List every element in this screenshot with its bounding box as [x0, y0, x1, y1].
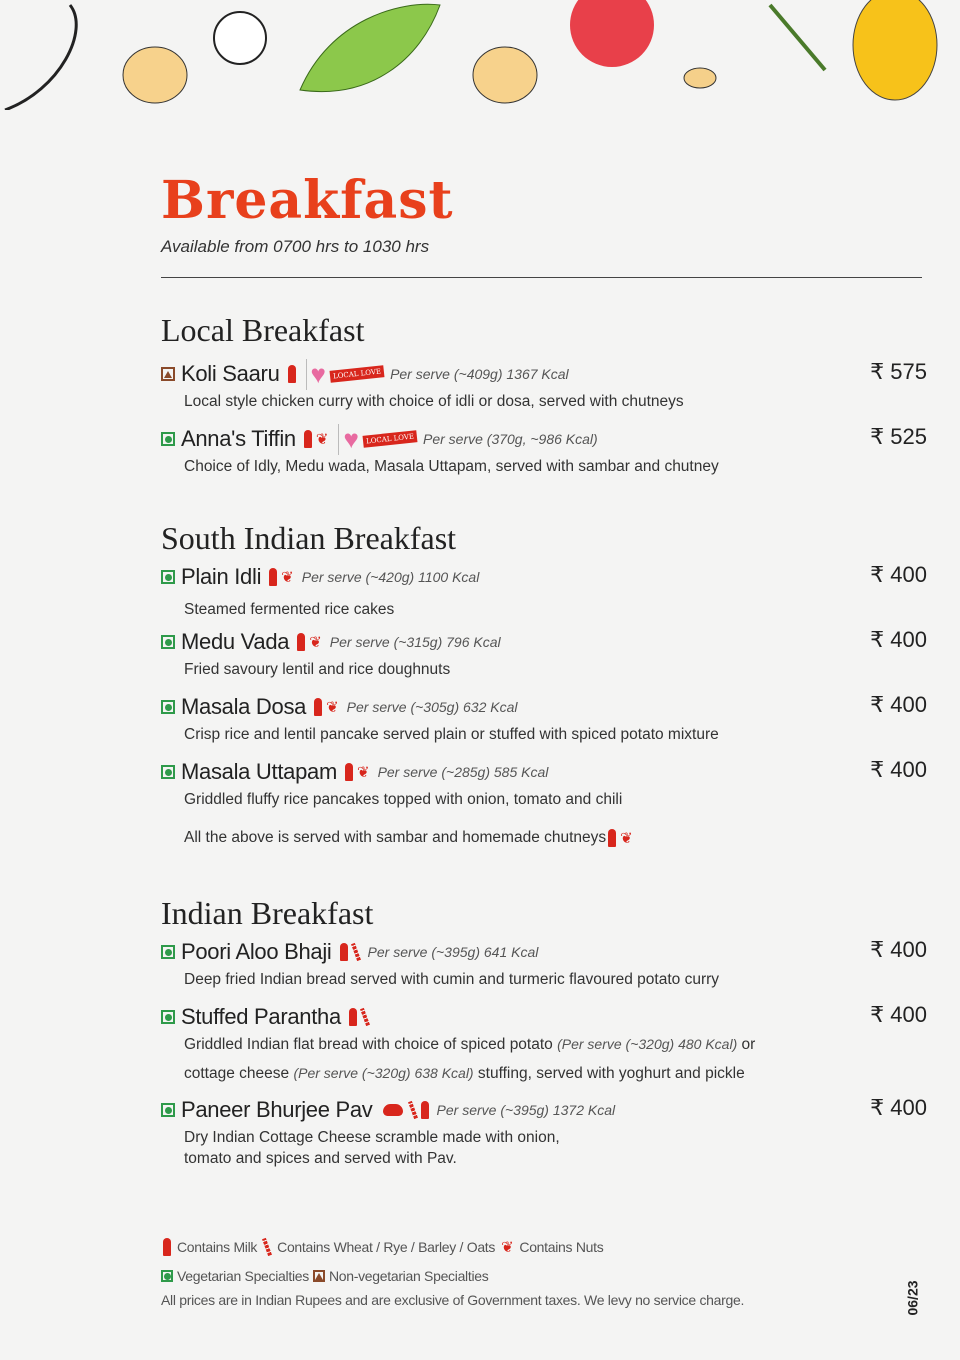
- price-disclaimer: All prices are in Indian Rupees and are exclusive of Government taxes. We levy no service charge.: [161, 1292, 745, 1308]
- item-name: Anna's Tiffin: [181, 426, 296, 451]
- veg-icon: [161, 1103, 175, 1117]
- description-text: Local style chicken curry with choice of idli or dosa, served with chutneys: [184, 393, 684, 410]
- item-price: ₹ 400: [870, 1002, 927, 1027]
- legend-nonveg: Non-vegetarian Specialties: [328, 1268, 489, 1284]
- description-text: or: [737, 1036, 756, 1053]
- section-heading: Local Breakfast: [161, 312, 365, 348]
- menu-item: [161, 627, 927, 680]
- item-description: [184, 1127, 927, 1148]
- item-name-line: [161, 627, 927, 657]
- milk-icon: [297, 633, 305, 651]
- milk-icon: [269, 568, 277, 586]
- availability-hours: Available from 0700 hrs to 1030 hrs: [161, 237, 430, 256]
- description-text: (Per serve (~320g) 480 Kcal): [557, 1036, 738, 1052]
- description-text: Steamed fermented rice cakes: [184, 601, 395, 618]
- nuts-icon: ❦: [326, 699, 339, 716]
- item-description: [184, 789, 927, 810]
- veg-icon: [161, 635, 175, 649]
- milk-icon: [340, 943, 348, 961]
- veg-icon: [161, 700, 175, 714]
- milk-icon: [345, 763, 353, 781]
- description-text: stuffing, served with yoghurt and pickle: [473, 1065, 745, 1082]
- item-price: ₹ 575: [870, 359, 927, 384]
- menu-item: [161, 692, 927, 745]
- milk-icon: [608, 829, 616, 847]
- item-name: Poori Aloo Bhaji: [181, 939, 332, 964]
- item-description: [184, 1148, 927, 1169]
- description-text: cottage cheese: [184, 1065, 294, 1082]
- allergen-legend: [161, 1238, 603, 1256]
- item-name: Medu Vada: [181, 629, 290, 654]
- item-name: Paneer Bhurjee Pav: [181, 1097, 373, 1122]
- serving-info: Per serve (~305g) 632 Kcal: [346, 699, 518, 715]
- milk-icon: [163, 1238, 171, 1256]
- milk-icon: [421, 1101, 429, 1119]
- item-name-line: [161, 562, 927, 592]
- item-price: ₹ 525: [870, 424, 927, 449]
- description-text: Choice of Idly, Medu wada, Masala Uttapam, served with sambar and chutney: [184, 458, 719, 475]
- menu-item: [161, 757, 927, 810]
- item-name: Stuffed Parantha: [181, 1004, 341, 1029]
- local-love-badge: LOCAL LOVE: [362, 430, 417, 448]
- wheat-icon: [262, 1238, 272, 1256]
- description-text: Deep fried Indian bread served with cumin and turmeric flavoured potato curry: [184, 971, 720, 988]
- item-description: [184, 969, 927, 990]
- divider: [161, 277, 922, 278]
- vegetable-illustrations: [0, 0, 960, 110]
- menu-item: [161, 937, 927, 990]
- item-name: Masala Dosa: [181, 694, 307, 719]
- serving-info: Per serve (~285g) 585 Kcal: [377, 764, 549, 780]
- legend-veg: Vegetarian Specialties: [177, 1268, 309, 1284]
- diet-legend: [161, 1268, 488, 1284]
- milk-icon: [314, 698, 322, 716]
- description-text: Dry Indian Cottage Cheese scramble made with onion,: [184, 1129, 560, 1146]
- wheat-icon: [351, 943, 361, 961]
- item-description: [184, 1063, 927, 1084]
- wheat-icon: [360, 1008, 370, 1026]
- page-title: Breakfast: [161, 170, 454, 231]
- menu-item: [161, 562, 927, 620]
- menu-item: [161, 359, 927, 412]
- serving-info: Per serve (~409g) 1367 Kcal: [390, 366, 569, 382]
- item-name-line: [161, 424, 927, 454]
- date-code: 06/23: [904, 1280, 921, 1316]
- section-heading: Indian Breakfast: [161, 895, 374, 931]
- description-text: Griddled fluffy rice pancakes topped with onion, tomato and chili: [184, 791, 623, 808]
- nonveg-icon: [313, 1270, 325, 1282]
- wheat-icon: [408, 1101, 418, 1119]
- nuts-icon: ❦: [315, 431, 329, 448]
- item-name-line: [161, 692, 927, 722]
- serving-info: Per serve (~395g) 1372 Kcal: [436, 1102, 616, 1118]
- veg-icon: [161, 432, 175, 446]
- legend-milk: Contains Milk: [177, 1239, 258, 1255]
- local-heart-icon: ♥: [306, 359, 326, 390]
- item-price: ₹ 400: [870, 757, 927, 782]
- nonveg-icon: [161, 367, 175, 381]
- item-description: [184, 456, 927, 477]
- veg-icon: [161, 945, 175, 959]
- item-description: [184, 724, 927, 745]
- item-name-line: [161, 359, 927, 389]
- nuts-icon: ❦: [356, 764, 370, 781]
- veg-icon: [161, 765, 175, 779]
- description-text: tomato and spices and served with Pav.: [184, 1150, 457, 1167]
- item-name: Masala Uttapam: [181, 759, 337, 784]
- bean-icon: [383, 1104, 403, 1116]
- nuts-icon: ❦: [620, 830, 633, 847]
- item-name-line: [161, 1002, 927, 1032]
- legend-nuts: Contains Nuts: [519, 1239, 604, 1255]
- veg-icon: [161, 1270, 173, 1282]
- serving-info: Per serve (~420g) 1100 Kcal: [301, 569, 480, 585]
- menu-item: [161, 1002, 927, 1084]
- menu-item: [161, 424, 927, 477]
- serving-info: Per serve (~395g) 641 Kcal: [367, 944, 539, 960]
- nuts-icon: ❦: [281, 569, 294, 586]
- item-description: [184, 599, 927, 620]
- item-name-line: [161, 937, 927, 967]
- section-heading: South Indian Breakfast: [161, 520, 457, 556]
- section-note: [184, 829, 635, 847]
- nuts-icon: ❦: [501, 1239, 514, 1256]
- legend-wheat: Contains Wheat / Rye / Barley / Oats: [277, 1239, 496, 1255]
- serving-info: Per serve (~315g) 796 Kcal: [329, 634, 501, 650]
- item-description: [184, 391, 927, 412]
- item-price: ₹ 400: [870, 627, 927, 652]
- item-price: ₹ 400: [870, 937, 927, 962]
- description-text: Fried savoury lentil and rice doughnuts: [184, 661, 451, 678]
- description-text: Griddled Indian flat bread with choice of spiced potato: [184, 1036, 558, 1053]
- local-love-badge: LOCAL LOVE: [329, 365, 384, 383]
- milk-icon: [304, 430, 312, 448]
- item-price: ₹ 400: [870, 562, 927, 587]
- description-text: Crisp rice and lentil pancake served plain or stuffed with spiced potato mixture: [184, 726, 719, 743]
- milk-icon: [288, 365, 296, 383]
- item-description: [184, 1034, 927, 1055]
- local-heart-icon: ♥: [338, 424, 358, 455]
- item-name-line: [161, 1095, 927, 1125]
- item-price: ₹ 400: [870, 1095, 927, 1120]
- veg-icon: [161, 570, 175, 584]
- item-name: Plain Idli: [181, 564, 262, 589]
- serving-info: Per serve (370g, ~986 Kcal): [422, 431, 598, 447]
- menu-item: [161, 1095, 927, 1169]
- veg-icon: [161, 1010, 175, 1024]
- item-description: [184, 659, 927, 680]
- item-name-line: [161, 757, 927, 787]
- description-text: (Per serve (~320g) 638 Kcal): [293, 1065, 474, 1081]
- note-text: All the above is served with sambar and homemade chutneys: [184, 829, 607, 846]
- item-price: ₹ 400: [870, 692, 927, 717]
- nuts-icon: ❦: [309, 634, 322, 651]
- milk-icon: [349, 1008, 357, 1026]
- item-name: Koli Saaru: [181, 361, 280, 386]
